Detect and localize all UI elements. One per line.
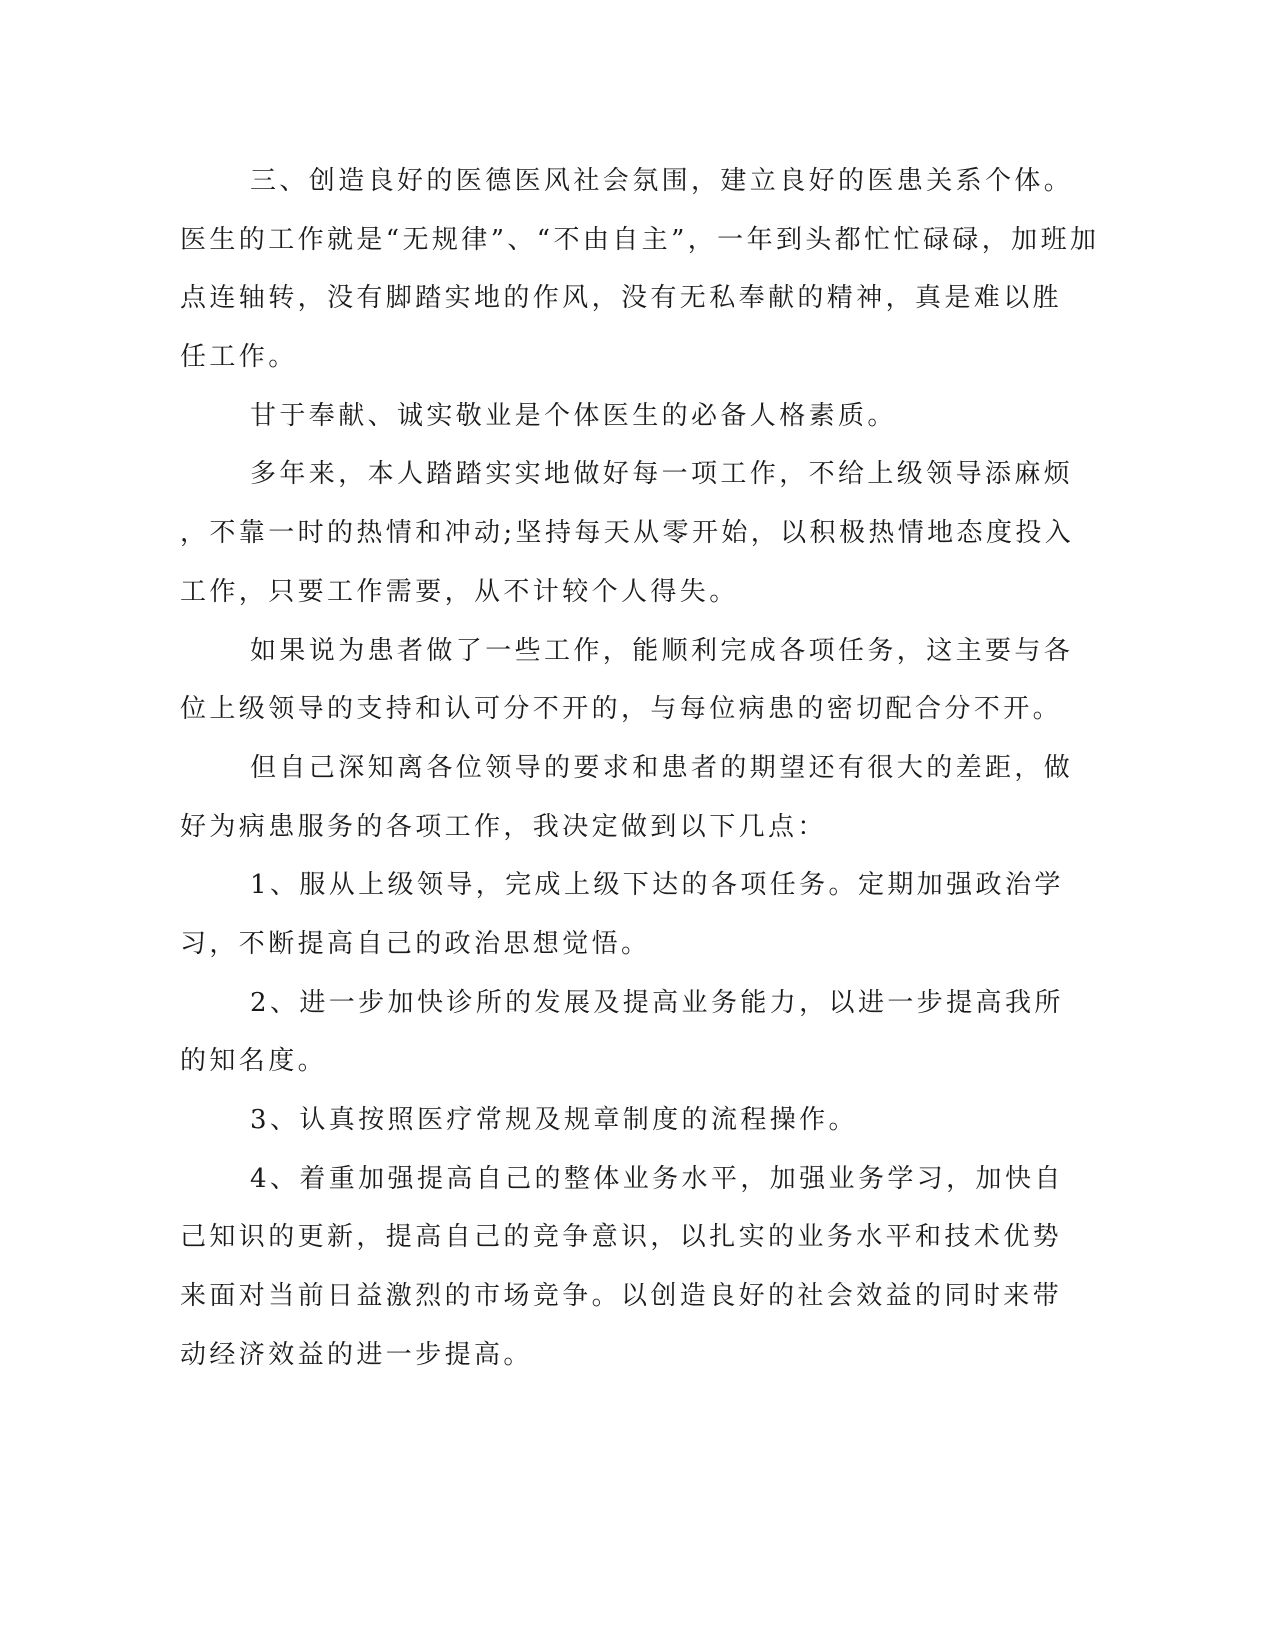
paragraph-acknowledgement xyxy=(180,622,1074,739)
list-item-2 xyxy=(180,974,1064,1091)
text-line: 任工作。 xyxy=(180,342,298,373)
text-line: 1、服从上级领导，完成上级下达的各项任务。定期加强政治学 xyxy=(250,870,1064,901)
text-line: 但自己深知离各位领导的要求和患者的期望还有很大的差距，做 xyxy=(250,752,1074,783)
list-item-3 xyxy=(180,1091,1040,1150)
list-item-1 xyxy=(180,856,1064,973)
text-line: 甘于奉献、诚实敬业是个体医生的必备人格素质。 xyxy=(250,400,897,431)
text-line: 2、进一步加快诊所的发展及提高业务能力，以进一步提高我所 xyxy=(250,987,1064,1018)
text-line: 来面对当前日益激烈的市场竞争。以创造良好的社会效益的同时来带 xyxy=(180,1281,1063,1312)
text-line: 动经济效益的进一步提高。 xyxy=(180,1339,533,1370)
text-line: 多年来，本人踏踏实实地做好每一项工作，不给上级领导添麻烦 xyxy=(250,459,1074,490)
text-line: 位上级领导的支持和认可分不开的，与每位病患的密切配合分不开。 xyxy=(180,694,1063,725)
paragraph-years-of-work xyxy=(180,445,1075,621)
text-line: 习，不断提高自己的政治思想觉悟。 xyxy=(180,928,651,959)
text-line: 3、认真按照医疗常规及规章制度的流程操作。 xyxy=(250,1105,858,1135)
text-line: 4、着重加强提高自己的整体业务水平，加强业务学习，加快自 xyxy=(250,1163,1064,1194)
text-line: 工作，只要工作需要，从不计较个人得失。 xyxy=(180,576,739,607)
text-line: 好为病患服务的各项工作，我决定做到以下几点： xyxy=(180,811,827,842)
list-item-4 xyxy=(180,1150,1064,1385)
text-line: 点连轴转，没有脚踏实地的作风，没有无私奉献的精神，真是难以胜 xyxy=(180,283,1063,314)
paragraph-dedication xyxy=(180,387,1040,446)
document-body xyxy=(180,152,1100,1384)
text-line: 三、创造良好的医德医风社会氛围，建立良好的医患关系个体。 xyxy=(250,166,1074,196)
text-line: ，不靠一时的热情和冲动;坚持每天从零开始，以积极热情地态度投入 xyxy=(180,518,1075,549)
paragraph-resolution-intro xyxy=(180,739,1074,856)
text-line: 己知识的更新，提高自己的竞争意识，以扎实的业务水平和技术优势 xyxy=(180,1222,1063,1253)
text-line: 如果说为患者做了一些工作，能顺利完成各项任务，这主要与各 xyxy=(250,635,1074,666)
paragraph-medical-ethics xyxy=(180,152,1100,387)
text-line: 医生的工作就是“无规律”、“不由自主”，一年到头都忙忙碌碌，加班加 xyxy=(180,224,1100,255)
text-line: 的知名度。 xyxy=(180,1046,328,1077)
